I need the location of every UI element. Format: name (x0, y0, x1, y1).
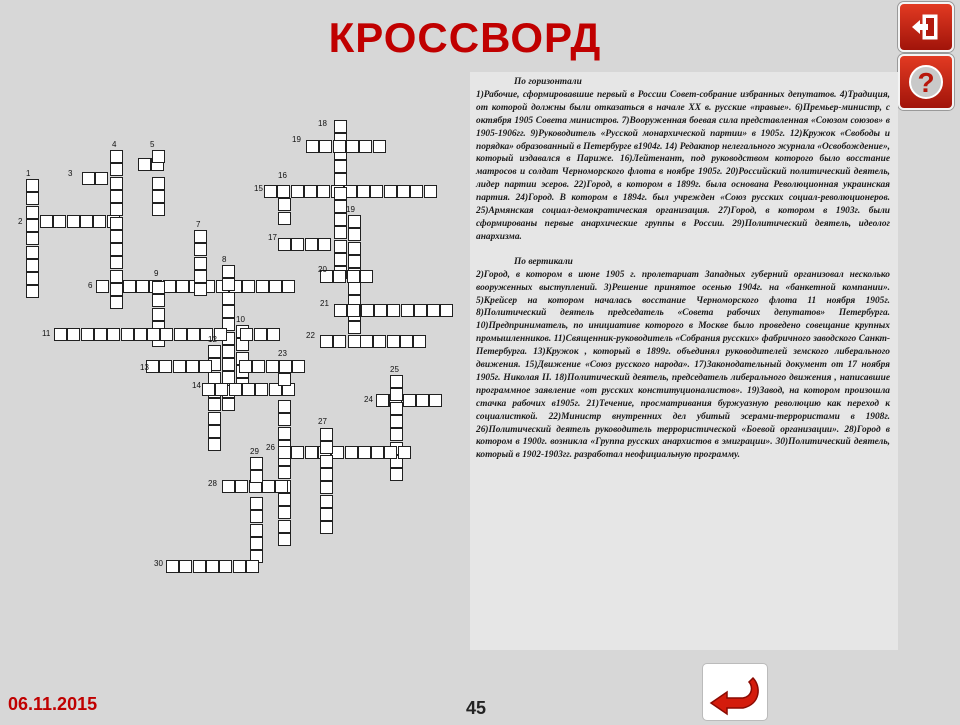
crossword-cell[interactable] (54, 328, 67, 341)
clue-number: 15 (254, 184, 263, 193)
crossword-cell[interactable] (252, 360, 265, 373)
crossword-cell[interactable] (222, 398, 235, 411)
crossword-cell[interactable] (250, 524, 263, 537)
crossword-cell[interactable] (334, 240, 347, 253)
crossword-cell[interactable] (194, 230, 207, 243)
crossword-cell[interactable] (26, 285, 39, 298)
clue-number: 21 (320, 299, 329, 308)
crossword-cell[interactable] (250, 457, 263, 470)
crossword-cell[interactable] (320, 495, 333, 508)
crossword-cell[interactable] (414, 304, 427, 317)
clue-number: 9 (154, 269, 159, 278)
crossword-cell[interactable] (376, 394, 389, 407)
clue-number: 27 (318, 417, 327, 426)
crossword-cell[interactable] (208, 438, 221, 451)
crossword-cell[interactable] (333, 335, 346, 348)
crossword-cell[interactable] (219, 560, 232, 573)
crossword-cell[interactable] (194, 270, 207, 283)
crossword-cell[interactable] (374, 304, 387, 317)
crossword-cell[interactable] (318, 238, 331, 251)
crossword-cell[interactable] (194, 243, 207, 256)
crossword-cell[interactable] (187, 328, 200, 341)
crossword-cell[interactable] (208, 412, 221, 425)
crossword-cell[interactable] (320, 508, 333, 521)
crossword-cell[interactable] (26, 206, 39, 219)
crossword-cell[interactable] (390, 468, 403, 481)
clue-number: 28 (208, 479, 217, 488)
clue-number: 8 (222, 255, 227, 264)
crossword-cell[interactable] (346, 140, 359, 153)
crossword-cell[interactable] (250, 497, 263, 510)
crossword-cell[interactable] (240, 328, 253, 341)
crossword-cell[interactable] (206, 560, 219, 573)
crossword-cell[interactable] (370, 185, 383, 198)
crossword-cell[interactable] (359, 140, 372, 153)
crossword-cell[interactable] (208, 425, 221, 438)
crossword-cell[interactable] (319, 140, 332, 153)
crossword-cell[interactable] (384, 446, 397, 459)
crossword-cell[interactable] (403, 394, 416, 407)
crossword-cell[interactable] (94, 328, 107, 341)
across-clues: 1)Рабочие, сформировавшие первый в России Совет-собрание избранных депутатов. 4)Традиция, от которой должны были отказаться в начале XX в. русские «правые». 6)Премьер-министр, с октября 1905 Совета министров. 7)Вооруженная боевая сила представленная «Союзом союзов» в 1905-1906гг. 9)Руководитель «Русской монархической партии» в 1905г. 12)Кружок «Свободы и порядка» образованный в Петербурге в1904г. 14) Редактор нелегального журнала «Освобождение», который издавался в Париже. 16)Лейтенант, под руководством которого было восстание матросов и солдат Черноморского флота в ноябре 1905г. 20)Российский политический деятель, лидер партии эсеров. 22)Город, в котором в 1899г. была основана Революционная украинская партия. 24)Город. В котором в 1894г. был учрежден «Союз русских социал-революционеров. 25)Армянская социал-демократическая организация. 27)Город, в котором в 1903г. были сформированы первые анархические группы в России. 29)Политический деятель, идеолог анархизма. (476, 89, 890, 242)
crossword-cell[interactable] (278, 212, 291, 225)
crossword-cell[interactable] (306, 140, 319, 153)
crossword-cell[interactable] (250, 470, 263, 483)
crossword-cell[interactable] (82, 172, 95, 185)
crossword-cell[interactable] (347, 270, 360, 283)
crossword-cell[interactable] (208, 398, 221, 411)
crossword-cell[interactable] (208, 345, 221, 358)
crossword-cell[interactable] (305, 238, 318, 251)
crossword-cell[interactable] (134, 328, 147, 341)
crossword-cell[interactable] (193, 560, 206, 573)
crossword-cell[interactable] (173, 360, 186, 373)
slide-date: 06.11.2015 (8, 694, 98, 714)
clue-number: 4 (112, 140, 117, 149)
crossword-cell[interactable] (110, 203, 123, 216)
crossword-cell[interactable] (96, 280, 109, 293)
crossword-cell[interactable] (242, 280, 255, 293)
crossword-cell[interactable] (215, 383, 228, 396)
crossword-cell[interactable] (147, 328, 160, 341)
crossword-cell[interactable] (160, 328, 173, 341)
clue-number: 23 (278, 349, 287, 358)
clue-number: 16 (278, 171, 287, 180)
crossword-cell[interactable] (390, 402, 403, 415)
crossword-cell[interactable] (278, 520, 291, 533)
crossword-cell[interactable] (357, 185, 370, 198)
clue-number: 10 (236, 315, 245, 324)
crossword-cell[interactable] (67, 328, 80, 341)
crossword-cell[interactable] (199, 360, 212, 373)
crossword-cell[interactable] (348, 228, 361, 241)
crossword-cell[interactable] (121, 328, 134, 341)
crossword-cell[interactable] (360, 270, 373, 283)
crossword-cell[interactable] (26, 246, 39, 259)
clue-number: 2 (18, 217, 23, 226)
crossword-cell[interactable] (26, 232, 39, 245)
crossword-cell[interactable] (416, 394, 429, 407)
crossword-cell[interactable] (202, 383, 215, 396)
crossword-cell[interactable] (360, 335, 373, 348)
crossword-cell[interactable] (387, 335, 400, 348)
question-mark-icon (909, 62, 943, 102)
crossword-cell[interactable] (194, 283, 207, 296)
clue-number: 25 (390, 365, 399, 374)
crossword-cell[interactable] (424, 185, 437, 198)
crossword-cell[interactable] (320, 455, 333, 468)
crossword-cell[interactable] (262, 480, 275, 493)
crossword-cell[interactable] (304, 185, 317, 198)
exit-door-icon (909, 12, 943, 42)
crossword-cell[interactable] (26, 219, 39, 232)
crossword-cell[interactable] (320, 521, 333, 534)
crossword-cell[interactable] (334, 213, 347, 226)
crossword-cell[interactable] (250, 510, 263, 523)
crossword-cell[interactable] (278, 413, 291, 426)
crossword-cell[interactable] (194, 257, 207, 270)
crossword-cell[interactable] (390, 415, 403, 428)
clue-number: 14 (192, 381, 201, 390)
crossword-cell[interactable] (233, 560, 246, 573)
clue-number: 3 (68, 169, 73, 178)
svg-text:?: ? (917, 67, 935, 98)
crossword-cell[interactable] (40, 215, 53, 228)
crossword-cell[interactable] (152, 177, 165, 190)
crossword-cell[interactable] (401, 304, 414, 317)
clue-number: 1 (26, 169, 31, 178)
clue-number: 29 (250, 447, 259, 456)
crossword-cell[interactable] (427, 304, 440, 317)
clue-number: 6 (88, 281, 93, 290)
clue-number: 5 (150, 140, 155, 149)
crossword-cell[interactable] (152, 281, 165, 294)
crossword-cell[interactable] (333, 270, 346, 283)
crossword-cell[interactable] (110, 190, 123, 203)
crossword-cell[interactable] (159, 360, 172, 373)
clue-number: 24 (364, 395, 373, 404)
crossword-cell[interactable] (110, 270, 123, 283)
crossword-cell[interactable] (95, 172, 108, 185)
crossword-cell[interactable] (152, 190, 165, 203)
crossword-cell[interactable] (278, 493, 291, 506)
crossword-cell[interactable] (373, 335, 386, 348)
crossword-cell[interactable] (250, 537, 263, 550)
crossword-cell[interactable] (347, 304, 360, 317)
crossword-cell[interactable] (110, 177, 123, 190)
help-button[interactable] (898, 54, 954, 110)
crossword-cell[interactable] (390, 375, 403, 388)
crossword-cell[interactable] (222, 480, 235, 493)
crossword-cell[interactable] (397, 185, 410, 198)
crossword-cell[interactable] (345, 446, 358, 459)
crossword-cell[interactable] (255, 383, 268, 396)
crossword-cell[interactable] (291, 446, 304, 459)
crossword-cell[interactable] (390, 428, 403, 441)
page-number: 45 (466, 698, 487, 718)
crossword-cell[interactable] (278, 373, 291, 386)
clue-number: 22 (306, 331, 315, 340)
crossword-grid (0, 0, 470, 680)
crossword-cell[interactable] (254, 328, 267, 341)
crossword-cell[interactable] (222, 278, 235, 291)
back-button[interactable] (703, 664, 767, 720)
down-heading: По вертикали (514, 256, 573, 267)
crossword-cell[interactable] (371, 446, 384, 459)
crossword-cell[interactable] (334, 120, 347, 133)
crossword-cell[interactable] (278, 427, 291, 440)
clue-number: 12 (208, 335, 217, 344)
crossword-cell[interactable] (291, 185, 304, 198)
crossword-cell[interactable] (26, 192, 39, 205)
crossword-cell[interactable] (275, 480, 288, 493)
crossword-cell[interactable] (110, 296, 123, 309)
crossword-cell[interactable] (279, 360, 292, 373)
crossword-cell[interactable] (110, 150, 123, 163)
crossword-cell[interactable] (292, 360, 305, 373)
crossword-cell[interactable] (440, 304, 453, 317)
crossword-cell[interactable] (179, 560, 192, 573)
crossword-cell[interactable] (305, 446, 318, 459)
crossword-cell[interactable] (429, 394, 442, 407)
crossword-cell[interactable] (398, 446, 411, 459)
crossword-cell[interactable] (222, 345, 235, 358)
crossword-cell[interactable] (152, 308, 165, 321)
crossword-cell[interactable] (361, 304, 374, 317)
crossword-cell[interactable] (176, 280, 189, 293)
crossword-cell[interactable] (67, 215, 80, 228)
crossword-cell[interactable] (348, 321, 361, 334)
crossword-cell[interactable] (174, 328, 187, 341)
crossword-cell[interactable] (348, 242, 361, 255)
crossword-cell[interactable] (246, 560, 259, 573)
crossword-cell[interactable] (26, 179, 39, 192)
crossword-cell[interactable] (334, 173, 347, 186)
crossword-cell[interactable] (390, 388, 403, 401)
crossword-cell[interactable] (123, 280, 136, 293)
crossword-cell[interactable] (152, 294, 165, 307)
crossword-cell[interactable] (239, 360, 252, 373)
crossword-cell[interactable] (186, 360, 199, 373)
crossword-cell[interactable] (152, 203, 165, 216)
crossword-cell[interactable] (267, 328, 280, 341)
crossword-cell[interactable] (235, 480, 248, 493)
crossword-cell[interactable] (333, 140, 346, 153)
crossword-cell[interactable] (81, 328, 94, 341)
crossword-cell[interactable] (387, 304, 400, 317)
crossword-cell[interactable] (229, 383, 242, 396)
crossword-cell[interactable] (320, 428, 333, 441)
crossword-cell[interactable] (320, 481, 333, 494)
crossword-cell[interactable] (278, 506, 291, 519)
crossword-cell[interactable] (358, 446, 371, 459)
crossword-cell[interactable] (334, 187, 347, 200)
crossword-cell[interactable] (266, 360, 279, 373)
clue-number: 13 (140, 363, 149, 372)
crossword-cell[interactable] (348, 255, 361, 268)
page-title: КРОССВОРД (328, 14, 602, 61)
exit-button[interactable] (898, 2, 954, 52)
crossword-cell[interactable] (277, 185, 290, 198)
crossword-cell[interactable] (222, 358, 235, 371)
crossword-cell[interactable] (138, 158, 151, 171)
clue-number: 30 (154, 559, 163, 568)
clue-number: 20 (318, 265, 327, 274)
clue-number: 17 (268, 233, 277, 242)
crossword-cell[interactable] (413, 335, 426, 348)
crossword-cell[interactable] (222, 292, 235, 305)
crossword-cell[interactable] (282, 280, 295, 293)
crossword-cell[interactable] (93, 215, 106, 228)
crossword-cell[interactable] (110, 283, 123, 296)
crossword-cell[interactable] (110, 243, 123, 256)
crossword-cell[interactable] (400, 335, 413, 348)
crossword-cell[interactable] (334, 160, 347, 173)
crossword-cell[interactable] (291, 238, 304, 251)
crossword-cell[interactable] (317, 185, 330, 198)
crossword-cell[interactable] (264, 185, 277, 198)
crossword-cell[interactable] (152, 150, 165, 163)
clue-number: 19 (346, 205, 355, 214)
crossword-cell[interactable] (334, 226, 347, 239)
down-clues: 2)Город, в котором в июне 1905 г. пролетариат Западных губерний организовал несколько вооруженных выступлений. 3)Решение принятое осенью 1904г. на «банкетной компании». 5)Крейсер на котором началась восстание Черноморского флота 11 ноября 1905г. 8)Политический деятель председатель «Совета рабочих депутатов» Петербурга. 10)Предприниматель, по инициативе которого в Москве было проведено совещание крупных промышленников. 11)Священник-руководитель «Собрания русских» фабричного заводского Санкт-Петербурга. 13)Кружок , который в 1899г. объединял руководителей земского либерального движения. 15)Движение «Союз русского народа». 17)Законодательный документ от 17 ноября 1905г. Николая II. 18)Политический деятель, председатель либерального движения , написавшие программное заявление «от русских конституционалистов». 19)Завод, на котором произошла стачка рабочих в1905г. 21)Течение, просматривания буржуазную революцию как переход к социалисткой. 22)Министр внутренних дел убитый эсерами-террористами в 1908г. 26)Политический деятель руководитель террористической «Боевой организации». 28)Город в котором в 1900г. возникла «Группа русских анархистов в эмиграции». 30)Политический деятель, который в 1902-1903гг. разработал неофициальную программу. (476, 269, 890, 461)
crossword-cell[interactable] (110, 217, 123, 230)
crossword-cell[interactable] (256, 280, 269, 293)
crossword-cell[interactable] (278, 198, 291, 211)
crossword-cell[interactable] (242, 383, 255, 396)
crossword-cell[interactable] (110, 163, 123, 176)
clues-panel (470, 72, 898, 650)
crossword-cell[interactable] (136, 280, 149, 293)
crossword-cell[interactable] (26, 259, 39, 272)
crossword-cell[interactable] (107, 328, 120, 341)
crossword-cell[interactable] (320, 335, 333, 348)
crossword-cell[interactable] (166, 560, 179, 573)
clue-number: 18 (318, 119, 327, 128)
crossword-cell[interactable] (110, 256, 123, 269)
return-arrow-icon (703, 664, 767, 720)
crossword-cell[interactable] (53, 215, 66, 228)
crossword-cell[interactable] (334, 304, 347, 317)
clue-number: 19 (292, 135, 301, 144)
crossword-cell[interactable] (320, 468, 333, 481)
clue-number: 26 (266, 443, 275, 452)
crossword-cell[interactable] (320, 441, 333, 454)
across-heading: По горизонтали (514, 77, 582, 87)
crossword-cell[interactable] (269, 280, 282, 293)
crossword-cell[interactable] (373, 140, 386, 153)
crossword-cell[interactable] (278, 238, 291, 251)
crossword-cell[interactable] (222, 305, 235, 318)
crossword-cell[interactable] (26, 272, 39, 285)
clue-number: 11 (42, 329, 51, 338)
crossword-cell[interactable] (410, 185, 423, 198)
crossword-cell[interactable] (348, 282, 361, 295)
crossword-cell[interactable] (222, 265, 235, 278)
crossword-cell[interactable] (334, 253, 347, 266)
clue-number: 7 (196, 220, 201, 229)
crossword-cell[interactable] (278, 446, 291, 459)
crossword-cell[interactable] (278, 533, 291, 546)
crossword-cell[interactable] (348, 215, 361, 228)
crossword-cell[interactable] (110, 230, 123, 243)
crossword-cell[interactable] (80, 215, 93, 228)
crossword-cell[interactable] (384, 185, 397, 198)
crossword-cell[interactable] (278, 400, 291, 413)
crossword-cell[interactable] (278, 466, 291, 479)
